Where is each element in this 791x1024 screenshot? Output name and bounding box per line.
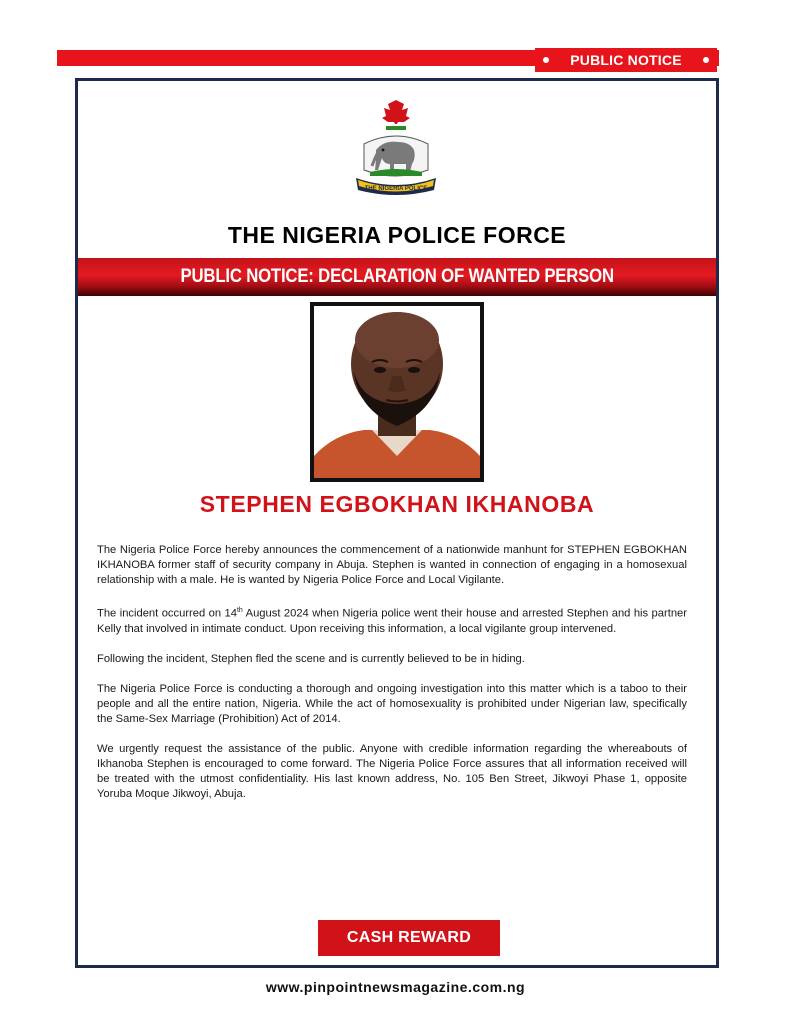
paragraph-manhunt: The Nigeria Police Force hereby announces the commencement of a nationwide manhunt for STEPHEN EGBOKHAN IKHANOBA former staff of security company in Abuja. Stephen is wanted in connection of engaging in a homosexual relationship with a male. He is wanted by Nigeria Police Force and Local Vigilante. — [97, 544, 687, 586]
suspect-photo — [310, 302, 484, 482]
paragraph-fled: Following the incident, Stephen fled the scene and is currently believed to be in hiding. — [97, 652, 525, 665]
ordinal-suffix: th — [236, 607, 243, 614]
cash-reward-button[interactable] — [318, 920, 500, 956]
paragraph-request: We urgently request the assistance of the public. Anyone with credible information regarding the whereabouts of Ikhanoba Stephen is encouraged to come forward. The Nigeria Police Force assures that all information received will be treated with the utmost confidentiality. His last known address, No. 105 Ben Street, Jikwoyi Phase 1, opposite Yoruba Moque Jikwoyi, Abuja. — [97, 742, 687, 800]
dot-icon — [703, 57, 709, 63]
cash-reward-label: CASH REWARD — [346, 929, 472, 946]
incident-text-after: August 2024 when Nigeria police went their house and arrested Stephen and his partner Kelly that involved in intimate conduct. Upon receiving this information, a local vigilante group intervened. — [97, 607, 687, 635]
nigeria-police-emblem-icon — [350, 100, 442, 200]
paragraph-investigation: The Nigeria Police Force is conducting a thorough and ongoing investigation into this matter which is a taboo to their people and all the entire nation, Nigeria. While the act of homosexuality is prohibited under Nigerian law, specifically the Same-Sex Marriage (Prohibition) Act of 2014. — [97, 682, 687, 725]
footer-url[interactable]: www.pinpointnewsmagazine.com.ng — [265, 979, 526, 995]
public-notice-label: PUBLIC NOTICE — [570, 52, 682, 68]
dot-icon — [543, 57, 549, 63]
banner-text: PUBLIC NOTICE: DECLARATION OF WANTED PERSON — [180, 266, 614, 287]
emblem-label: THE NIGERIA POLICE — [364, 186, 428, 192]
incident-text-before: The incident occurred on 14 — [97, 607, 237, 620]
suspect-name: STEPHEN EGBOKHAN IKHANOBA — [199, 491, 595, 517]
notice-frame — [75, 78, 719, 968]
declaration-banner — [78, 258, 716, 296]
person-photo-icon — [314, 306, 480, 478]
notice-body — [97, 543, 687, 817]
public-notice-tab — [535, 48, 717, 72]
paragraph-incident — [97, 603, 687, 637]
organization-title: THE NIGERIA POLICE FORCE — [227, 222, 567, 248]
